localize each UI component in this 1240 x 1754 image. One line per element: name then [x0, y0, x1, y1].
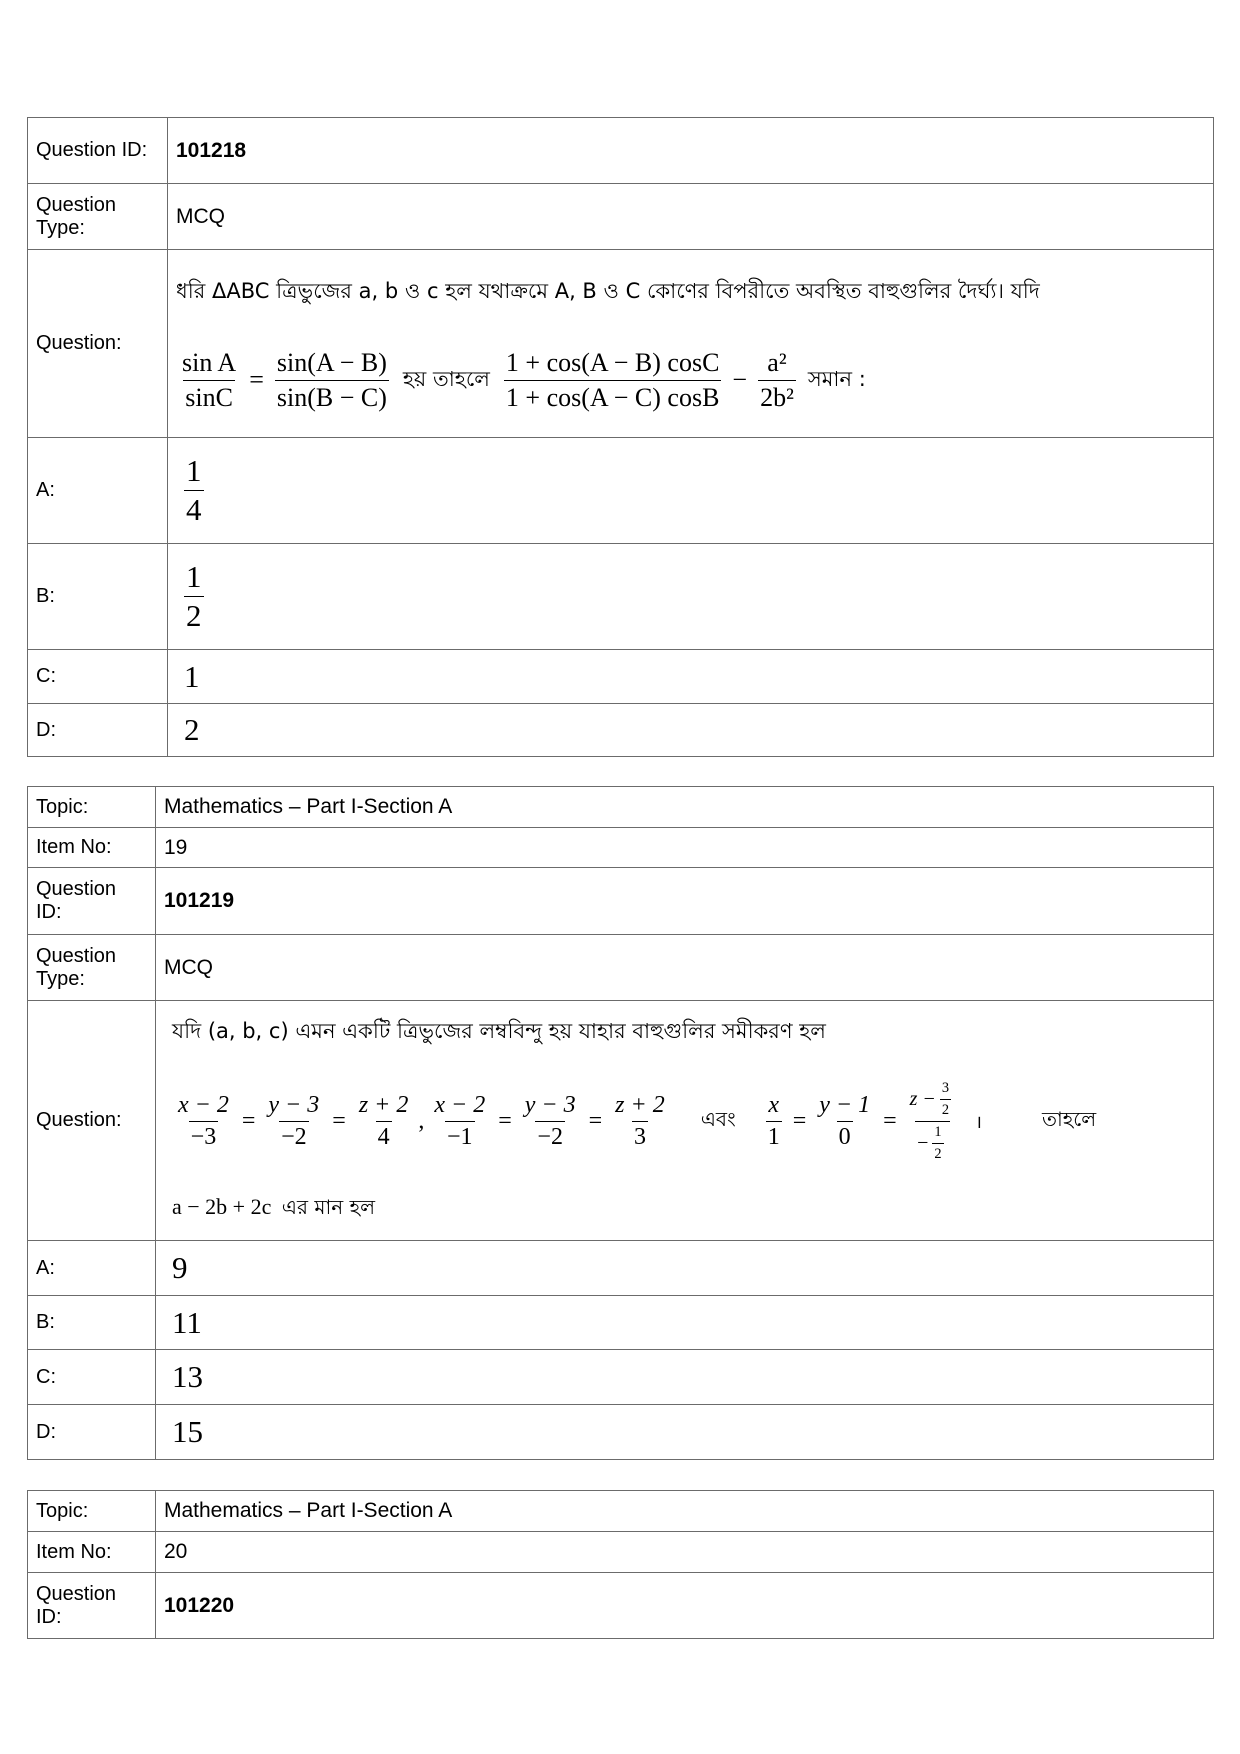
option-row-b — [28, 1296, 1214, 1350]
question-label: Question: — [28, 250, 168, 438]
question-formula — [176, 348, 1205, 413]
fraction-numerator: y − 3 — [524, 1092, 576, 1118]
option-row-d — [28, 1405, 1214, 1460]
denominator-sign: − — [917, 1132, 929, 1154]
fraction-numerator: sin A — [182, 347, 237, 377]
option-label: A: — [28, 1241, 156, 1296]
fraction-denominator — [915, 1121, 949, 1163]
option-value — [168, 544, 1214, 650]
topic-row — [28, 1491, 1214, 1532]
fraction-numerator — [908, 1080, 957, 1121]
option-label: C: — [28, 650, 168, 704]
question-type-value: MCQ — [168, 184, 1214, 250]
nested-fraction — [932, 1124, 943, 1163]
question-text-line1: যদি (a, b, c) এমন একটি ত্রিভুজের লম্ববিন্দু হয় যাহার বাহুগুলির সমীকরণ হল — [172, 1019, 826, 1043]
dari: । — [975, 1111, 982, 1132]
question-type-row — [28, 935, 1214, 1001]
equals-sign: = — [241, 1108, 256, 1134]
eq3-fraction-x — [766, 1092, 782, 1151]
question-table-101219 — [27, 786, 1214, 1460]
option-value: 15 — [156, 1405, 1214, 1460]
fraction-denominator: sinC — [183, 380, 235, 413]
fraction-cos-expression — [504, 348, 721, 413]
question-equations — [172, 1080, 1205, 1163]
option-row-a — [28, 438, 1214, 544]
equals-sign: = — [498, 1108, 512, 1134]
question-label: Question: — [28, 1001, 156, 1241]
eq2-fraction-z — [613, 1092, 667, 1151]
fraction-denominator: −2 — [279, 1121, 309, 1151]
option-row-b — [28, 544, 1214, 650]
comma: , — [418, 1108, 425, 1134]
option-row-c — [28, 1350, 1214, 1405]
option-value: 9 — [156, 1241, 1214, 1296]
question-text-tail: এর মান হল — [281, 1195, 375, 1219]
equals-sign: = — [332, 1108, 346, 1134]
eq1-fraction-x — [176, 1092, 231, 1151]
fraction-numerator: y − 3 — [268, 1092, 320, 1118]
eq1-fraction-y — [266, 1092, 321, 1151]
fraction-numerator: x − 2 — [178, 1092, 229, 1118]
option-row-c — [28, 650, 1214, 704]
topic-value: Mathematics – Part I-Section A — [156, 787, 1214, 828]
question-id-value: 101220 — [156, 1573, 1214, 1639]
fraction-denominator: 1 + cos(A − C) cosB — [504, 380, 721, 413]
question-id-value: 101219 — [156, 868, 1214, 935]
question-expression: a − 2b + 2c — [172, 1194, 272, 1219]
fraction-numerator: x — [768, 1092, 780, 1118]
question-id-row — [28, 1573, 1214, 1639]
option-value: 1 — [168, 650, 1214, 704]
fraction-denominator: 0 — [837, 1121, 853, 1151]
fraction-denominator: 2b² — [758, 380, 796, 413]
question-id-row — [28, 868, 1214, 935]
eq3-fraction-z — [908, 1080, 957, 1163]
minus-sign: − — [732, 365, 748, 394]
eq2-fraction-y — [523, 1092, 578, 1151]
item-no-row — [28, 828, 1214, 868]
eq1-fraction-z — [357, 1092, 411, 1151]
question-table-101220 — [27, 1490, 1214, 1639]
fraction-numerator: 1 + cos(A − B) cosC — [505, 347, 720, 377]
option-fraction — [184, 454, 204, 527]
fraction-denominator: 4 — [376, 1121, 392, 1151]
question-type-label: Question Type: — [28, 935, 156, 1001]
item-no-label: Item No: — [28, 1532, 156, 1573]
topic-value: Mathematics – Part I-Section A — [156, 1491, 1214, 1532]
question-type-row — [28, 184, 1214, 250]
fraction-denominator: −1 — [445, 1121, 475, 1151]
nested-denominator: 2 — [932, 1143, 943, 1163]
fraction-numerator: 1 — [186, 453, 202, 488]
then-word: তাহলে — [1041, 1107, 1097, 1131]
nested-fraction — [940, 1080, 951, 1119]
fraction-denominator: 3 — [632, 1121, 648, 1151]
topic-label: Topic: — [28, 787, 156, 828]
eq2-fraction-x — [432, 1092, 487, 1151]
nested-denominator: 2 — [940, 1099, 951, 1119]
question-body — [168, 250, 1214, 438]
option-row-a — [28, 1241, 1214, 1296]
fraction-numerator: x − 2 — [434, 1092, 486, 1118]
fraction-sinA-sinC — [180, 348, 238, 413]
item-no-label: Item No: — [28, 828, 156, 868]
fraction-sin-diff — [275, 348, 389, 413]
question-id-row — [28, 118, 1214, 184]
fraction-numerator: sin(A − B) — [276, 347, 387, 377]
option-value — [168, 438, 1214, 544]
topic-row — [28, 787, 1214, 828]
fraction-numerator: a² — [767, 347, 787, 377]
question-text-line3 — [172, 1193, 1205, 1226]
question-text-line1: ধরি ΔABC ত্রিভুজের a, b ও c হল যথাক্রমে A, B ও C কোণের বিপরীতে অবস্থিত বাহুগুলির দৈর্ঘ্য। যদি — [176, 278, 1040, 303]
fraction-numerator: z + 2 — [358, 1092, 409, 1118]
question-id-label: Question ID: — [28, 118, 168, 184]
equals-sign: = — [792, 1108, 807, 1134]
question-body — [156, 1001, 1214, 1241]
option-value: 2 — [168, 704, 1214, 757]
nested-numerator: 3 — [941, 1080, 950, 1096]
option-row-d — [28, 704, 1214, 757]
option-label: A: — [28, 438, 168, 544]
fraction-numerator: y − 1 — [819, 1092, 871, 1118]
equals-sign: = — [249, 365, 264, 394]
connector-text: হয় তাহলে — [402, 366, 490, 391]
question-id-label: Question ID: — [28, 1573, 156, 1639]
item-no-value: 20 — [156, 1532, 1214, 1573]
fraction-denominator: 4 — [186, 492, 202, 527]
numerator-prefix: z − — [909, 1088, 936, 1110]
option-label: C: — [28, 1350, 156, 1405]
question-table-101218 — [27, 117, 1214, 757]
option-value: 13 — [156, 1350, 1214, 1405]
question-type-label: Question Type: — [28, 184, 168, 250]
question-row — [28, 250, 1214, 438]
fraction-denominator: −3 — [189, 1121, 219, 1151]
fraction-denominator: 2 — [186, 598, 202, 633]
item-no-row — [28, 1532, 1214, 1573]
question-id-label: Question ID: — [28, 868, 156, 935]
question-type-value: MCQ — [156, 935, 1214, 1001]
option-fraction — [184, 560, 204, 633]
fraction-denominator: 1 — [766, 1121, 782, 1151]
item-no-value: 19 — [156, 828, 1214, 868]
option-label: B: — [28, 1296, 156, 1350]
and-word: এবং — [700, 1107, 736, 1131]
question-row — [28, 1001, 1214, 1241]
fraction-numerator: z + 2 — [615, 1092, 665, 1118]
eq3-fraction-y — [817, 1092, 872, 1151]
fraction-denominator: sin(B − C) — [275, 380, 389, 413]
equals-sign: = — [883, 1108, 897, 1134]
equals-sign: = — [588, 1108, 603, 1134]
option-label: B: — [28, 544, 168, 650]
topic-label: Topic: — [28, 1491, 156, 1532]
fraction-numerator: 1 — [186, 559, 202, 594]
question-id-value: 101218 — [168, 118, 1214, 184]
option-label: D: — [28, 1405, 156, 1460]
fraction-denominator: −2 — [535, 1121, 565, 1151]
suffix-text: সমান : — [807, 366, 866, 391]
nested-numerator: 1 — [934, 1124, 942, 1140]
option-value: 11 — [156, 1296, 1214, 1350]
fraction-a2-2b2 — [758, 348, 796, 413]
option-label: D: — [28, 704, 168, 757]
